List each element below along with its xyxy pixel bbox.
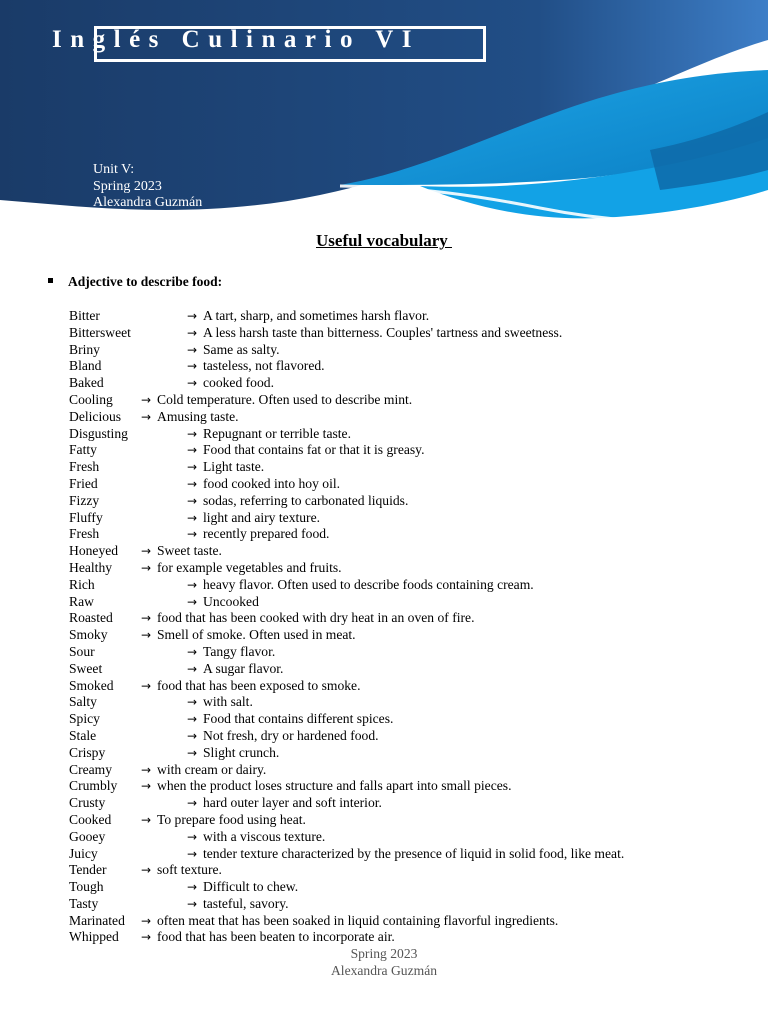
vocab-definition: A tart, sharp, and sometimes harsh flavor.: [203, 308, 430, 323]
vocab-definition-wrap: [141, 762, 266, 779]
vocab-term: Tender: [69, 862, 107, 878]
vocab-definition-wrap: [187, 426, 351, 443]
vocab-definition: Smell of smoke. Often used in meat.: [157, 627, 356, 643]
vocab-term: Salty: [69, 694, 97, 710]
vocab-definition-wrap: [141, 560, 342, 577]
vocab-definition-wrap: [187, 342, 280, 359]
header-banner: [0, 0, 768, 230]
vocab-definition: with cream or dairy.: [157, 761, 267, 777]
vocab-term: Fluffy: [69, 509, 103, 525]
right-arrow-icon: →: [187, 426, 198, 441]
vocab-term: Creamy: [69, 761, 113, 777]
document-title: Inglés Culinario VI: [52, 26, 421, 53]
vocab-definition: Food that contains different spices.: [203, 711, 394, 727]
vocab-definition: with salt.: [203, 694, 253, 710]
vocab-definition: Uncooked: [203, 593, 259, 609]
right-arrow-icon: →: [141, 544, 152, 559]
vocab-definition-wrap: [187, 644, 275, 661]
right-arrow-icon: →: [187, 510, 198, 525]
vocab-definition-wrap: [187, 476, 340, 493]
vocab-definition: light and airy texture.: [203, 509, 321, 525]
vocab-definition: tasteless, not flavored.: [203, 358, 325, 374]
vocab-definition-wrap: [187, 594, 259, 611]
vocab-definition-wrap: [187, 526, 329, 543]
vocab-definition: tasteful, savory.: [203, 895, 289, 911]
right-arrow-icon: →: [187, 443, 198, 458]
vocab-term: Raw: [69, 593, 94, 609]
right-arrow-icon: →: [187, 359, 198, 374]
vocab-definition-wrap: [187, 375, 274, 392]
vocab-definition-wrap: [187, 829, 325, 846]
right-arrow-icon: →: [187, 342, 198, 357]
vocab-term: Gooey: [69, 828, 106, 844]
vocab-definition: A sugar flavor.: [203, 660, 284, 676]
vocab-definition: tender texture characterized by the presence of liquid in solid food, like meat.: [203, 845, 625, 861]
right-arrow-icon: →: [187, 728, 198, 743]
vocab-term: Fatty: [69, 442, 97, 458]
right-arrow-icon: →: [187, 896, 198, 911]
vocab-term: Stale: [69, 727, 97, 743]
right-arrow-icon: →: [141, 913, 152, 928]
right-arrow-icon: →: [141, 779, 152, 794]
vocab-term: Rich: [69, 576, 95, 592]
right-arrow-icon: →: [141, 678, 152, 693]
vocab-term: Sweet: [69, 660, 103, 676]
vocab-definition: Food that contains fat or that it is greasy.: [203, 442, 425, 458]
section-title-text: Adjective to describe food:: [68, 274, 223, 289]
vocab-definition-wrap: [187, 510, 320, 527]
vocab-definition-wrap: [141, 543, 222, 560]
right-arrow-icon: →: [187, 846, 198, 861]
vocab-definition: soft texture.: [157, 862, 222, 878]
vocab-definition-wrap: [187, 577, 534, 594]
vocab-term: Tasty: [69, 895, 99, 911]
vocab-term: Tough: [69, 879, 104, 895]
vocab-term: Fresh: [69, 459, 100, 475]
vocab-definition-wrap: [187, 493, 408, 510]
vocab-definition-wrap: [187, 325, 562, 342]
right-arrow-icon: →: [141, 409, 152, 424]
vocab-definition: recently prepared food.: [203, 526, 330, 542]
vocab-definition: hard outer layer and soft interior.: [203, 795, 382, 811]
right-arrow-icon: →: [141, 611, 152, 626]
vocab-term: Sour: [69, 643, 95, 659]
vocab-definition: Light taste.: [203, 459, 265, 475]
vocab-definition-wrap: [141, 778, 511, 795]
right-arrow-icon: →: [141, 560, 152, 575]
vocab-term: Smoky: [69, 627, 108, 643]
vocab-definition-wrap: [141, 627, 356, 644]
vocab-term: Briny: [69, 341, 100, 357]
vocab-term: Fresh: [69, 526, 100, 542]
vocab-term: Disgusting: [69, 425, 128, 441]
vocab-definition: Slight crunch.: [203, 744, 280, 760]
vocab-definition: Repugnant or terrible taste.: [203, 425, 351, 441]
right-arrow-icon: →: [141, 863, 152, 878]
vocab-term: Roasted: [69, 610, 113, 626]
right-arrow-icon: →: [141, 930, 152, 945]
square-bullet-icon: [48, 278, 53, 283]
vocab-term: Cooling: [69, 391, 113, 407]
footer-term: Spring 2023: [350, 946, 418, 961]
vocab-definition: food cooked into hoy oil.: [203, 475, 341, 491]
vocab-definition-wrap: [187, 694, 253, 711]
vocab-definition: Amusing taste.: [157, 408, 239, 424]
vocab-definition-wrap: [187, 879, 298, 896]
right-arrow-icon: →: [187, 460, 198, 475]
vocab-term: Crumbly: [69, 778, 118, 794]
vocab-term: Whipped: [69, 929, 119, 945]
vocab-term: Marinated: [69, 912, 125, 928]
vocab-term: Crusty: [69, 795, 106, 811]
right-arrow-icon: →: [187, 376, 198, 391]
vocab-definition-wrap: [141, 862, 222, 879]
right-arrow-icon: →: [187, 309, 198, 323]
term-label: Spring 2023: [93, 178, 162, 194]
vocab-definition: food that has been beaten to incorporate air.: [157, 929, 395, 945]
vocab-definition-wrap: [141, 409, 239, 426]
vocab-definition: Difficult to chew.: [203, 879, 299, 895]
vocab-definition-wrap: [141, 610, 474, 627]
vocab-term: Fried: [69, 475, 98, 491]
right-arrow-icon: →: [141, 628, 152, 643]
vocab-definition: for example vegetables and fruits.: [157, 559, 342, 575]
vocab-definition-wrap: [187, 459, 264, 476]
vocab-definition-wrap: [187, 711, 393, 728]
vocab-definition: cooked food.: [203, 375, 274, 391]
vocab-definition: Cold temperature. Often used to describe mint.: [157, 391, 413, 407]
vocab-definition-wrap: [187, 358, 325, 375]
author-label: Alexandra Guzmán: [93, 195, 203, 210]
vocab-definition-wrap: [187, 896, 289, 913]
vocab-term: Crispy: [69, 744, 106, 760]
right-arrow-icon: →: [187, 594, 198, 609]
vocab-definition: To prepare food using heat.: [157, 811, 306, 827]
vocab-definition-wrap: [187, 308, 429, 325]
right-arrow-icon: →: [187, 493, 198, 508]
vocab-definition-wrap: [187, 661, 283, 678]
page-heading: Useful vocabulary: [316, 231, 452, 250]
right-arrow-icon: →: [141, 812, 152, 827]
vocab-definition: with a viscous texture.: [203, 828, 326, 844]
vocab-definition: often meat that has been soaked in liquid containing flavorful ingredients.: [157, 912, 559, 928]
right-arrow-icon: →: [187, 745, 198, 760]
right-arrow-icon: →: [187, 880, 198, 895]
vocab-definition-wrap: [141, 913, 558, 930]
right-arrow-icon: →: [187, 796, 198, 811]
vocab-term: Bitter: [69, 308, 100, 323]
right-arrow-icon: →: [187, 577, 198, 592]
vocab-definition: Not fresh, dry or hardened food.: [203, 727, 379, 743]
vocab-term: Spicy: [69, 711, 100, 727]
vocab-definition: food that has been exposed to smoke.: [157, 677, 361, 693]
vocab-definition-wrap: [141, 812, 306, 829]
vocab-term: Bland: [69, 358, 102, 374]
vocab-definition: when the product loses structure and falls apart into small pieces.: [157, 778, 512, 794]
vocab-definition: food that has been cooked with dry heat in an oven of fire.: [157, 610, 475, 626]
vocab-definition-wrap: [187, 442, 424, 459]
vocab-definition: Sweet taste.: [157, 543, 222, 559]
right-arrow-icon: →: [187, 644, 198, 659]
vocab-definition: heavy flavor. Often used to describe foods containing cream.: [203, 576, 534, 592]
vocab-term: Smoked: [69, 677, 114, 693]
right-arrow-icon: →: [187, 661, 198, 676]
vocab-term: Bittersweet: [69, 324, 131, 340]
right-arrow-icon: →: [187, 712, 198, 727]
vocab-definition-wrap: [141, 678, 360, 695]
vocab-term: Healthy: [69, 559, 113, 575]
right-arrow-icon: →: [187, 476, 198, 491]
right-arrow-icon: →: [187, 325, 198, 340]
vocab-definition-wrap: [187, 846, 624, 863]
vocab-definition: Tangy flavor.: [203, 643, 276, 659]
vocab-term: Cooked: [69, 811, 112, 827]
vocab-definition-wrap: [187, 745, 279, 762]
header-meta: [93, 162, 202, 212]
vocab-term: Honeyed: [69, 543, 119, 559]
section-title: [48, 274, 222, 290]
right-arrow-icon: →: [187, 829, 198, 844]
unit-label: Unit V:: [93, 162, 135, 177]
page-footer: [0, 946, 768, 979]
vocab-definition-wrap: [187, 795, 382, 812]
right-arrow-icon: →: [187, 527, 198, 542]
vocab-definition-wrap: [141, 392, 412, 409]
vocab-definition: A less harsh taste than bitterness. Couples' tartness and sweetness.: [203, 324, 563, 340]
right-arrow-icon: →: [141, 762, 152, 777]
vocab-term: Baked: [69, 375, 104, 391]
vocab-definition: Same as salty.: [203, 341, 280, 357]
vocab-definition: sodas, referring to carbonated liquids.: [203, 492, 409, 508]
footer-author: Alexandra Guzmán: [330, 962, 438, 978]
vocab-term: Juicy: [69, 845, 98, 861]
right-arrow-icon: →: [187, 695, 198, 710]
vocab-term: Delicious: [69, 408, 122, 424]
vocab-definition-wrap: [187, 728, 379, 745]
vocab-definition-wrap: [141, 929, 395, 946]
vocab-term: Fizzy: [69, 492, 100, 508]
right-arrow-icon: →: [141, 392, 152, 407]
